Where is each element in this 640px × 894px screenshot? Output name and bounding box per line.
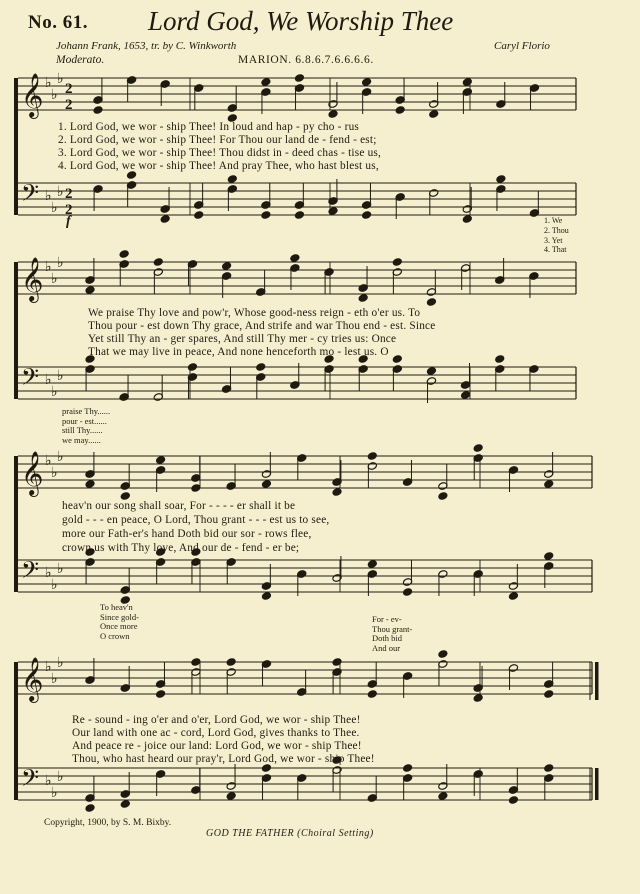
- note-head: [155, 690, 165, 699]
- note-head: [496, 175, 506, 184]
- flat-sign: ♭: [57, 561, 64, 577]
- note-head: [191, 658, 201, 667]
- footer-heading: [206, 828, 374, 839]
- note-head: [361, 211, 371, 220]
- flat-sign: ♭: [51, 384, 58, 400]
- system-bracket: [14, 662, 18, 800]
- flat-sign: ♭: [45, 188, 52, 204]
- note-head: [328, 207, 338, 216]
- note-head: [473, 694, 483, 703]
- tune-name: MARION. 6.8.6.7.6.6.6.6.: [238, 54, 374, 66]
- dynamic-forte: f: [66, 214, 71, 229]
- note-head: [227, 175, 237, 184]
- lyric-line: gold - - - en peace, O Lord, Thou grant - - - est us to see,: [62, 514, 330, 526]
- copyright: Copyright, 1900, by S. M. Bixby.: [44, 818, 172, 828]
- lyric-line: 3. Lord God, we wor - ship Thee! Thou didst in - deed chas - tise us,: [58, 147, 382, 159]
- note-head: [402, 764, 412, 773]
- note-head: [294, 74, 304, 83]
- flat-sign: ♭: [45, 259, 52, 275]
- flat-sign: ♭: [57, 255, 64, 271]
- lyric-line: And peace re - joice our land: Lord God, we wor - ship Thee!: [72, 740, 362, 752]
- note-head: [508, 592, 518, 601]
- flat-sign: ♭: [51, 87, 58, 103]
- note-head: [256, 363, 266, 372]
- note-head: [544, 690, 554, 699]
- note-head: [367, 560, 377, 569]
- note-head: [153, 258, 163, 267]
- hymn-title: Lord God, We Worship Thee: [148, 6, 454, 36]
- flat-sign: ♭: [51, 785, 58, 801]
- note-head: [438, 792, 448, 801]
- note-head: [508, 796, 518, 805]
- flat-sign: ♭: [57, 368, 64, 384]
- note-head: [544, 764, 554, 773]
- flat-sign: ♭: [51, 465, 58, 481]
- note-head: [426, 298, 436, 307]
- lyric-line: That we may live in peace, And none henceforth mo - lest us. O: [88, 346, 389, 358]
- lyric-line: Our land with one ac - cord, Lord God, gives thanks to Thee.: [72, 727, 360, 739]
- note-head: [194, 211, 204, 220]
- treble-clef: 𝄞: [21, 73, 44, 117]
- footer-main: GOD THE FATHER: [206, 828, 295, 839]
- flat-sign: ♭: [45, 372, 52, 388]
- bass-cue-block: For - ev- Thou grant- Doth bid And our: [372, 614, 413, 653]
- note-head: [85, 286, 95, 295]
- bass-clef: 𝄢: [21, 556, 40, 589]
- note-head: [261, 592, 271, 601]
- note-head: [120, 800, 130, 809]
- flat-sign: ♭: [45, 565, 52, 581]
- flat-sign: ♭: [51, 577, 58, 593]
- note-head: [429, 110, 439, 119]
- note-head: [392, 258, 402, 267]
- note-head: [462, 78, 472, 87]
- system-bracket: [14, 78, 18, 215]
- note-head: [261, 78, 271, 87]
- treble-clef: 𝄞: [21, 451, 44, 495]
- note-head: [332, 488, 342, 497]
- flat-sign: ♭: [51, 271, 58, 287]
- note-head: [191, 484, 201, 493]
- time-signature: 2: [65, 186, 73, 202]
- treble-clef: 𝄞: [21, 257, 44, 301]
- note-head: [187, 363, 197, 372]
- bass-clef: 𝄢: [21, 179, 40, 212]
- lyric-line: 2. Lord God, we wor - ship Thee! For Thou our land de - fend - est;: [58, 134, 377, 146]
- note-head: [93, 106, 103, 115]
- lyric-line: Yet still Thy an - ger spares, And still Thy mer - cy tries us: Once: [88, 333, 397, 345]
- note-head: [261, 211, 271, 220]
- note-head: [226, 658, 236, 667]
- bass-cue-block: praise Thy...... pour - est...... still Thy...... we may......: [62, 406, 111, 445]
- note-head: [426, 367, 436, 376]
- hymn-number: No. 61.: [28, 12, 88, 33]
- note-head: [402, 588, 412, 597]
- note-head: [460, 391, 470, 400]
- time-signature: 2: [65, 81, 73, 97]
- time-signature: 2: [65, 97, 73, 113]
- lyric-line: 1. Lord God, we wor - ship Thee! In loud and hap - py cho - rus: [58, 121, 360, 133]
- lyric-line: heav'n our song shall soar, For - - - - er shall it be: [62, 500, 296, 512]
- lyric-line: Thou pour - est down Thy grace, And strife and war Thou end - est. Since: [88, 320, 436, 332]
- flat-sign: ♭: [57, 449, 64, 465]
- bass-cue-block: 1. We 2. Thou 3. Yet 4. That: [544, 216, 569, 255]
- bass-cue-block: To heav'n Since gold- Once more O crown: [100, 602, 139, 641]
- flat-sign: ♭: [57, 769, 64, 785]
- flat-sign: ♭: [51, 200, 58, 216]
- note-head: [544, 552, 554, 561]
- composer-credit: Caryl Florio: [494, 40, 550, 52]
- note-head: [332, 658, 342, 667]
- lyric-line: Thou, who hast heard our pray'r, Lord God, we wor - ship Thee!: [72, 753, 375, 765]
- note-head: [367, 452, 377, 461]
- note-head: [544, 480, 554, 489]
- note-head: [495, 355, 505, 364]
- note-head: [392, 355, 402, 364]
- footer-sub: (Choiral Setting): [297, 828, 374, 839]
- flat-sign: ♭: [45, 75, 52, 91]
- note-head: [438, 650, 448, 659]
- note-head: [462, 215, 472, 224]
- note-head: [85, 804, 95, 813]
- final-barline: [595, 662, 599, 700]
- time-signature: 2: [65, 202, 73, 218]
- flat-sign: ♭: [45, 453, 52, 469]
- flat-sign: ♭: [57, 71, 64, 87]
- lyric-line: We praise Thy love and pow'r, Whose good-ness reign - eth o'er us. To: [88, 307, 421, 319]
- note-head: [473, 444, 483, 453]
- lyric-line: Re - sound - ing o'er and o'er, Lord God, we wor - ship Thee!: [72, 714, 361, 726]
- note-head: [358, 294, 368, 303]
- bass-clef: 𝄢: [21, 764, 40, 797]
- note-head: [290, 254, 300, 263]
- note-head: [85, 480, 95, 489]
- author-credit: Johann Frank, 1653, tr. by C. Winkworth: [56, 40, 237, 52]
- note-head: [160, 215, 170, 224]
- flat-sign: ♭: [57, 184, 64, 200]
- note-head: [155, 456, 165, 465]
- system-bracket: [14, 262, 18, 399]
- final-barline: [595, 768, 599, 800]
- system-bracket: [14, 456, 18, 592]
- flat-sign: ♭: [51, 671, 58, 687]
- note-head: [294, 211, 304, 220]
- bass-clef: 𝄢: [21, 363, 40, 396]
- note-head: [395, 106, 405, 115]
- note-head: [226, 792, 236, 801]
- note-head: [119, 250, 129, 259]
- flat-sign: ♭: [57, 655, 64, 671]
- note-head: [261, 480, 271, 489]
- treble-clef: 𝄞: [21, 657, 44, 701]
- note-head: [328, 110, 338, 119]
- lyric-line: crown us with Thy love, And our de - fend - er be;: [62, 542, 300, 554]
- note-head: [438, 492, 448, 501]
- note-head: [367, 690, 377, 699]
- note-head: [221, 262, 231, 271]
- flat-sign: ♭: [45, 773, 52, 789]
- flat-sign: ♭: [45, 659, 52, 675]
- note-head: [361, 78, 371, 87]
- tempo-marking: Moderato.: [56, 54, 105, 66]
- lyric-line: more our Fath-er's hand Doth bid our sor - rows flee,: [62, 528, 312, 540]
- lyric-line: 4. Lord God, we wor - ship Thee! And pray Thee, who hast blest us,: [58, 160, 379, 172]
